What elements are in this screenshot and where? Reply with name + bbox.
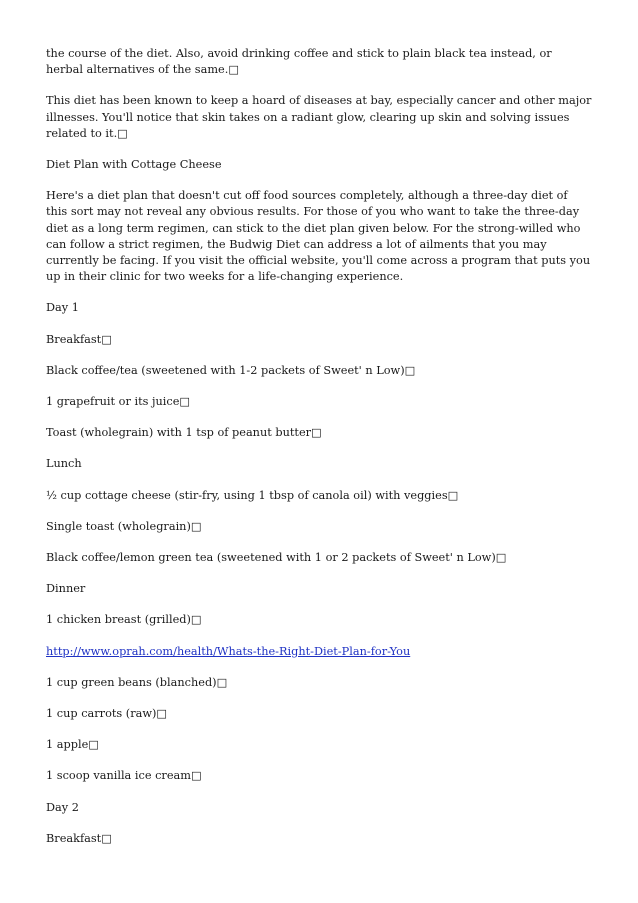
- missing-glyph-icon: □: [101, 831, 112, 845]
- day-heading-1: Day 1: [46, 301, 79, 315]
- list-item: 1 cup carrots (raw)□: [46, 707, 168, 721]
- source-link-paragraph: [46, 644, 592, 660]
- missing-glyph-icon: □: [88, 738, 99, 752]
- missing-glyph-icon: □: [216, 675, 228, 689]
- day-heading-2: Day 2: [46, 800, 79, 814]
- list-item: ½ cup cottage cheese (stir-fry, using 1 tbsp of canola oil) with veggies□: [46, 488, 459, 502]
- paragraph-diet-course: the course of the diet. Also, avoid drinking coffee and stick to plain black tea instead, or herbal alternatives of the same.□: [46, 47, 552, 77]
- missing-glyph-icon: □: [404, 363, 416, 377]
- missing-glyph-icon: □: [101, 332, 112, 346]
- list-item: Black coffee/tea (sweetened with 1-2 packets of Sweet' n Low)□: [46, 363, 416, 377]
- section-heading-cottage-cheese: Diet Plan with Cottage Cheese: [46, 158, 222, 172]
- paragraph-diet-benefits: This diet has been known to keep a hoard of diseases at bay, especially cancer and other major illnesses. You'll notice that skin takes on a radiant glow, clearing up skin and solving issues related to it.□: [46, 94, 592, 140]
- list-item: Black coffee/lemon green tea (sweetened with 1 or 2 packets of Sweet' n Low)□: [46, 551, 507, 565]
- list-item: Single toast (wholegrain)□: [46, 519, 202, 533]
- meal-heading-breakfast: Breakfast□: [46, 831, 112, 845]
- list-item: 1 cup green beans (blanched)□: [46, 675, 228, 689]
- missing-glyph-icon: □: [311, 426, 322, 440]
- missing-glyph-icon: □: [190, 519, 202, 533]
- paragraph-diet-plan-intro: Here's a diet plan that doesn't cut off food sources completely, although a three-day diet of this sort may not reveal any obvious results. For those of you who want to take the three-day diet as a long term regimen, can stick to the diet plan given below. For the strong-willed who can follow a strict regimen, the Budwig Diet can address a lot of ailments that you may currently be facing. If you visit the official website, you'll come across a program that puts you up in their clinic for two weeks for a life-changing experience.: [46, 189, 591, 284]
- missing-glyph-icon: □: [447, 488, 459, 502]
- missing-glyph-icon: □: [179, 395, 191, 409]
- missing-glyph-icon: □: [190, 769, 202, 783]
- list-item: 1 scoop vanilla ice cream□: [46, 769, 202, 783]
- list-item: 1 apple□: [46, 738, 99, 752]
- list-item: 1 grapefruit or its juice□: [46, 395, 191, 409]
- list-item: 1 chicken breast (grilled)□: [46, 613, 202, 627]
- meal-heading-dinner: Dinner: [46, 582, 86, 596]
- missing-glyph-icon: □: [156, 707, 168, 721]
- missing-glyph-icon: □: [117, 126, 128, 140]
- missing-glyph-icon: □: [228, 63, 239, 77]
- missing-glyph-icon: □: [190, 613, 202, 627]
- meal-heading-lunch: Lunch: [46, 457, 82, 471]
- oprah-source-link[interactable]: http://www.oprah.com/health/Whats-the-Right-Diet-Plan-for-You: [46, 644, 411, 658]
- list-item: Toast (wholegrain) with 1 tsp of peanut butter□: [46, 426, 322, 440]
- meal-heading-breakfast: Breakfast□: [46, 332, 112, 346]
- missing-glyph-icon: □: [495, 551, 507, 565]
